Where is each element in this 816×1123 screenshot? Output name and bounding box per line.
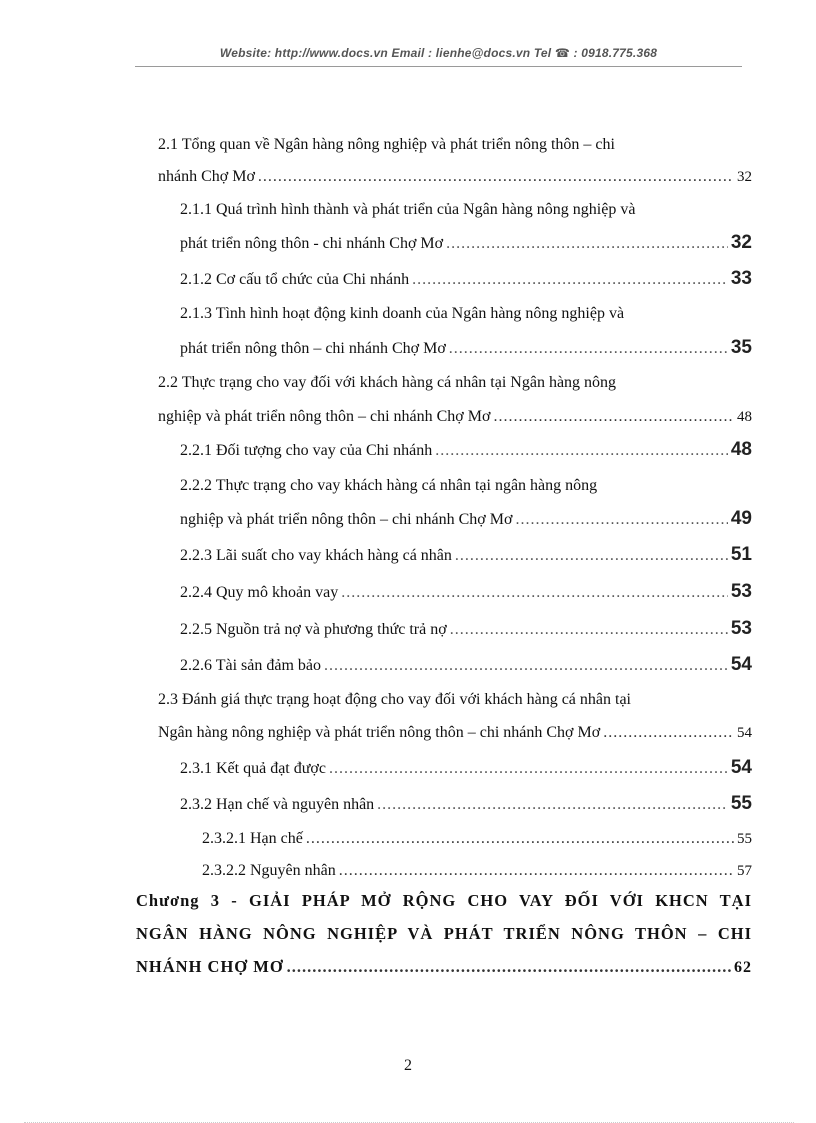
toc-entry-2-2-1[interactable]	[180, 440, 752, 461]
toc-page-number: 54	[730, 654, 752, 675]
dot-leader	[603, 723, 734, 743]
toc-entry-title: 2.2.4 Quy mô khoản vay	[180, 584, 339, 601]
toc-entry-2-3-line1[interactable]: 2.3 Đánh giá thực trạng hoạt động cho vay đối với khách hàng cá nhân tại	[158, 691, 631, 708]
toc-page-number: 35	[730, 337, 752, 358]
dot-leader	[493, 407, 734, 427]
dot-leader	[329, 759, 728, 779]
toc-page-number: 32	[730, 232, 752, 253]
dot-leader	[339, 861, 734, 881]
toc-page-number: 33	[730, 268, 752, 289]
toc-entry-2-1[interactable]	[158, 167, 752, 187]
toc-entry-2-2-3[interactable]	[180, 545, 752, 566]
page-header: Website: http://www.docs.vn Email : lienhe@docs.vn Tel ☎ : 0918.775.368	[219, 46, 658, 60]
toc-entry-title: phát triển nông thôn - chi nhánh Chợ Mơ	[180, 235, 444, 252]
toc-entry-title: 2.3.2 Hạn chế và nguyên nhân	[180, 796, 375, 813]
toc-page-number: 48	[730, 439, 752, 460]
toc-chapter-3-line1[interactable]: Chương 3 - GIẢI PHÁP MỞ RỘNG CHO VAY ĐỐI VỚI KHCN TẠI	[136, 891, 752, 910]
toc-entry-2-1-2[interactable]	[180, 269, 752, 290]
dot-leader	[306, 829, 734, 849]
toc-entry-2-3-1[interactable]	[180, 758, 752, 779]
toc-entry-title: 2.2.6 Tài sản đảm bảo	[180, 657, 322, 674]
toc-entry-title: nghiệp và phát triển nông thôn – chi nhánh Chợ Mơ	[180, 511, 513, 528]
toc-page-number: 57	[737, 863, 752, 879]
toc-entry-2-3[interactable]	[158, 723, 752, 743]
dot-leader	[412, 270, 728, 290]
toc-entry-2-3-2-1[interactable]	[202, 829, 752, 849]
dot-leader	[449, 339, 728, 359]
toc-page-number: 54	[737, 725, 752, 741]
toc-entry-2-1-3[interactable]	[180, 338, 752, 359]
toc-entry-2-1-1-line1[interactable]: 2.1.1 Quá trình hình thành và phát triển của Ngân hàng nông nghiệp và	[180, 201, 636, 218]
toc-entry-2-2-line1[interactable]: 2.2 Thực trạng cho vay đối với khách hàng cá nhân tại Ngân hàng nông	[158, 374, 617, 391]
header-divider	[135, 66, 742, 67]
dot-leader	[377, 795, 728, 815]
toc-page-number: 55	[730, 793, 752, 814]
dot-leader	[450, 620, 728, 640]
toc-entry-title: 2.2.1 Đối tượng cho vay của Chi nhánh	[180, 442, 433, 459]
toc-entry-2-3-2[interactable]	[180, 794, 752, 815]
toc-entry-title: 2.3.2.1 Hạn chế	[202, 830, 303, 847]
toc-entry-2-2-6[interactable]	[180, 655, 752, 676]
toc-entry-title: NHÁNH CHỢ MƠ	[136, 957, 284, 976]
dot-leader	[324, 656, 728, 676]
toc-entry-title: nghiệp và phát triển nông thôn – chi nhánh Chợ Mơ	[158, 408, 491, 425]
dot-leader	[287, 957, 731, 977]
toc-page-number: 48	[737, 409, 752, 425]
toc-chapter-3-line2[interactable]: NGÂN HÀNG NÔNG NGHIỆP VÀ PHÁT TRIỂN NÔNG THÔN – CHI	[136, 924, 752, 943]
toc-entry-2-2-2[interactable]	[180, 509, 752, 530]
toc-entry-2-2-5[interactable]	[180, 619, 752, 640]
dot-leader	[341, 583, 728, 603]
toc-entry-2-1-line1[interactable]: 2.1 Tổng quan về Ngân hàng nông nghiệp và phát triển nông thôn – chi	[158, 136, 615, 153]
toc-entry-2-2-2-line1[interactable]: 2.2.2 Thực trạng cho vay khách hàng cá nhân tại ngân hàng nông	[180, 477, 598, 494]
toc-page-number: 49	[730, 508, 752, 529]
toc-entry-2-1-3-line1[interactable]: 2.1.3 Tình hình hoạt động kinh doanh của Ngân hàng nông nghiệp và	[180, 305, 625, 322]
toc-page-number: 51	[730, 544, 752, 565]
toc-page-number: 53	[730, 581, 752, 602]
dot-leader	[446, 234, 728, 254]
toc-entry-2-2-4[interactable]	[180, 582, 752, 603]
toc-page-number: 53	[730, 618, 752, 639]
toc-entry-title: 2.2.5 Nguồn trả nợ và phương thức trả nợ	[180, 621, 447, 638]
dot-leader	[258, 167, 734, 187]
toc-page-number: 55	[737, 831, 752, 847]
toc-entry-title: 2.2.3 Lãi suất cho vay khách hàng cá nhân	[180, 547, 452, 564]
toc-entry-title: nhánh Chợ Mơ	[158, 168, 255, 185]
toc-entry-title: phát triển nông thôn – chi nhánh Chợ Mơ	[180, 340, 446, 357]
toc-chapter-3[interactable]	[136, 957, 752, 978]
toc-entry-2-3-2-2[interactable]	[202, 861, 752, 881]
dot-leader	[515, 510, 727, 530]
toc-entry-title: 2.3.1 Kết quả đạt được	[180, 760, 326, 777]
toc-entry-2-1-1[interactable]	[180, 233, 752, 254]
page-number: 2	[404, 1057, 412, 1074]
toc-entry-title: 2.3.2.2 Nguyên nhân	[202, 862, 336, 879]
dot-leader	[435, 441, 728, 461]
toc-page-number: 62	[734, 959, 752, 976]
toc-entry-title: Ngân hàng nông nghiệp và phát triển nông thôn – chi nhánh Chợ Mơ	[158, 724, 601, 741]
dot-leader	[455, 546, 728, 566]
toc-page-number: 54	[730, 757, 752, 778]
toc-entry-2-2[interactable]	[158, 407, 752, 427]
toc-entry-title: 2.1.2 Cơ cấu tổ chức của Chi nhánh	[180, 271, 410, 288]
toc-page-number: 32	[737, 169, 752, 185]
